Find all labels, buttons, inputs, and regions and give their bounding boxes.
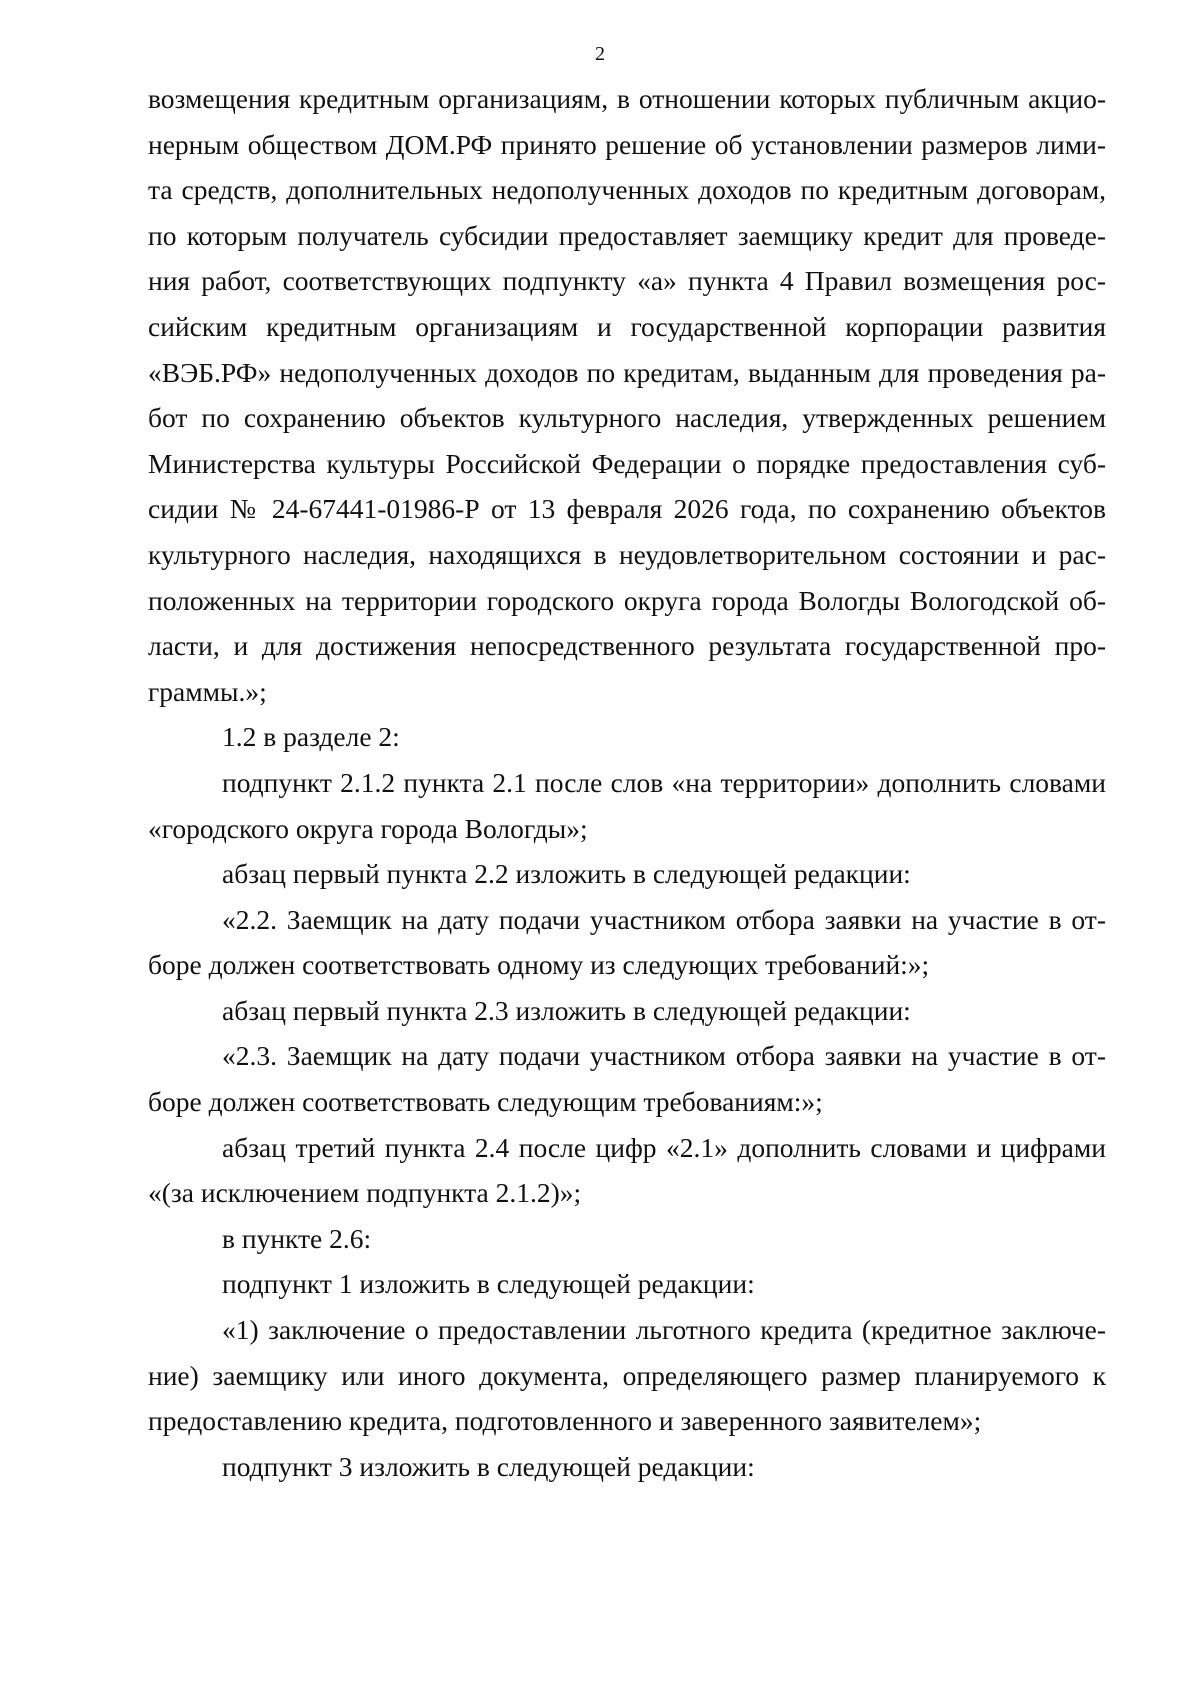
document-body xyxy=(148,76,1106,1489)
text-line: ние) заемщику или иного документа, определяющего размер планируемого к xyxy=(148,1359,1106,1391)
text-line: предоставлению кредита, подготовленного и заверенного заявителем»; xyxy=(148,1405,982,1437)
text-line: сийским кредитным организациям и государственной корпорации развития xyxy=(148,310,1106,342)
text-line: боре должен соответствовать следующим требованиям:»; xyxy=(148,1086,823,1118)
text-line: Министерства культуры Российской Федерации о порядке предоставления суб- xyxy=(148,447,1106,479)
text-line: абзац первый пункта 2.2 изложить в следующей редакции: xyxy=(222,858,911,890)
text-line: боре должен соответствовать одному из следующих требований:»; xyxy=(148,949,930,981)
text-line: «(за исключением подпункта 2.1.2)»; xyxy=(148,1177,582,1209)
text-line: абзац первый пункта 2.3 изложить в следующей редакции: xyxy=(222,994,911,1026)
text-line: граммы.»; xyxy=(148,675,267,707)
section-heading: 1.2 в разделе 2: xyxy=(222,721,400,753)
text-line: подпункт 1 изложить в следующей редакции: xyxy=(222,1268,755,1300)
text-line: «2.3. Заемщик на дату подачи участником отбора заявки на участие в от- xyxy=(222,1040,1106,1072)
text-line: по которым получатель субсидии предоставляет заемщику кредит для проведе- xyxy=(148,219,1106,251)
text-line: ния работ, соответствующих подпункту «а» пункта 4 Правил возмещения рос- xyxy=(148,265,1106,297)
text-line: ласти, и для достижения непосредственного результата государственной про- xyxy=(148,630,1106,662)
text-line: та средств, дополнительных недополученных доходов по кредитным договорам, xyxy=(148,174,1106,206)
text-line: «2.2. Заемщик на дату подачи участником отбора заявки на участие в от- xyxy=(222,903,1106,935)
text-line: возмещения кредитным организациям, в отношении которых публичным акцио- xyxy=(148,83,1106,114)
text-line: нерным обществом ДОМ.РФ принято решение об установлении размеров лими- xyxy=(148,128,1106,160)
text-line: подпункт 3 изложить в следующей редакции: xyxy=(222,1450,755,1482)
text-line: «ВЭБ.РФ» недополученных доходов по кредитам, выданным для проведения ра- xyxy=(148,356,1106,388)
text-line: положенных на территории городского округа города Вологды Вологодской об- xyxy=(148,584,1106,616)
text-line: абзац третий пункта 2.4 после цифр «2.1» дополнить словами и цифрами xyxy=(222,1131,1106,1163)
text-line: подпункт 2.1.2 пункта 2.1 после слов «на территории» дополнить словами xyxy=(222,766,1106,798)
text-line: культурного наследия, находящихся в неудовлетворительном состоянии и рас- xyxy=(148,538,1106,570)
text-line: в пункте 2.6: xyxy=(222,1222,372,1254)
text-line: «городского округа города Вологды»; xyxy=(148,812,588,844)
text-line: «1) заключение о предоставлении льготного кредита (кредитное заключе- xyxy=(222,1314,1106,1346)
page-number: 2 xyxy=(595,43,605,65)
text-line: бот по сохранению объектов культурного наследия, утвержденных решением xyxy=(148,402,1106,434)
text-line: сидии № 24-67441-01986-Р от 13 февраля 2026 года, по сохранению объектов xyxy=(148,493,1106,525)
